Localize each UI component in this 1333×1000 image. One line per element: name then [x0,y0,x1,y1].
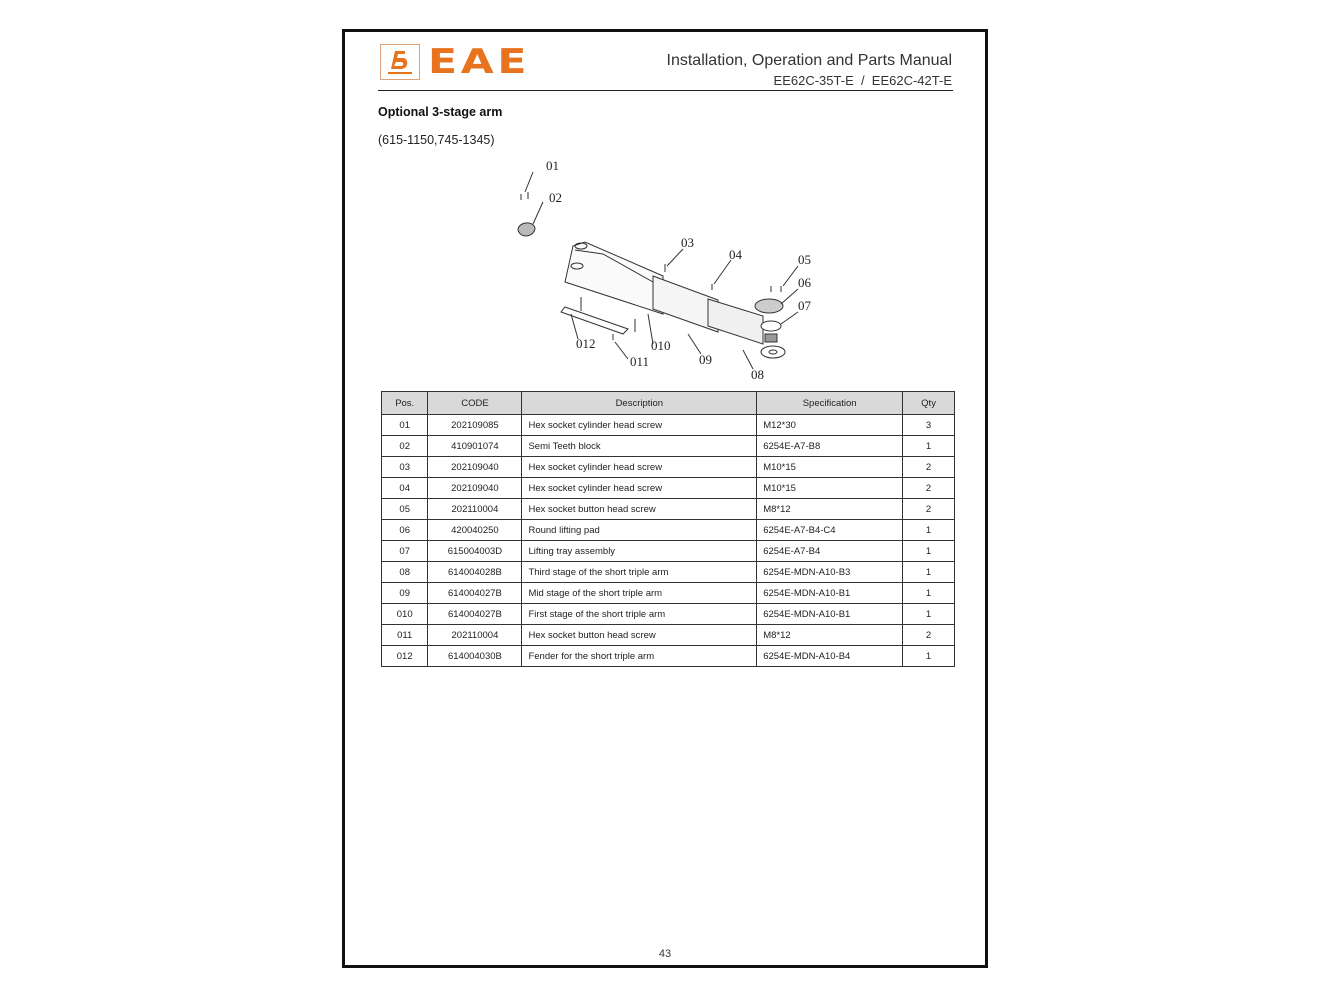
callout-06: 06 [798,275,811,290]
callout-010: 010 [651,338,671,353]
cell-pos: 011 [382,625,428,646]
section-subtitle: (615-1150,745-1345) [378,133,495,147]
cell-specification: 6254E-MDN-A10-B1 [757,583,903,604]
cell-specification: M10*15 [757,457,903,478]
table-row [382,520,955,541]
cell-specification: 6254E-A7-B8 [757,436,903,457]
model-numbers: EE62C-35T-E / EE62C-42T-E [773,73,952,88]
cell-code: 202109040 [428,457,522,478]
manual-title: Installation, Operation and Parts Manual [666,52,952,69]
cell-description: Hex socket cylinder head screw [522,457,757,478]
cell-qty: 2 [903,478,955,499]
table-row [382,415,955,436]
table-row [382,478,955,499]
table-row [382,541,955,562]
cell-specification: M8*12 [757,499,903,520]
callout-01: 01 [546,158,559,173]
part-07-lifting-tray [761,321,781,331]
cell-description: Hex socket button head screw [522,499,757,520]
table-row [382,436,955,457]
cell-code: 410901074 [428,436,522,457]
part-06-lifting-pad [755,299,783,313]
cell-pos: 05 [382,499,428,520]
cell-qty: 2 [903,457,955,478]
cell-code: 614004030B [428,646,522,667]
page-number: 43 [658,948,672,960]
callout-011: 011 [630,354,650,369]
cell-specification: 6254E-A7-B4 [757,541,903,562]
callout-02: 02 [549,190,562,205]
cell-code: 202109085 [428,415,522,436]
manual-page [342,29,988,968]
callout-04: 04 [729,247,742,262]
cell-description: Third stage of the short triple arm [522,562,757,583]
callout-08: 08 [751,367,764,382]
table-row [382,499,955,520]
header-specification: Specification [757,392,903,415]
cell-qty: 1 [903,436,955,457]
header-code: CODE [428,392,522,415]
cell-code: 615004003D [428,541,522,562]
header-qty: Qty [903,392,955,415]
cell-description: First stage of the short triple arm [522,604,757,625]
table-row [382,646,955,667]
cell-qty: 3 [903,415,955,436]
cell-description: Hex socket cylinder head screw [522,478,757,499]
header-pos: Pos. [382,392,428,415]
callout-05: 05 [798,252,811,267]
exploded-arm-diagram [503,154,833,384]
table-header-row [382,392,955,415]
part-012-fender [561,307,628,334]
cell-qty: 1 [903,541,955,562]
callout-09: 09 [699,352,712,367]
part-02-teeth-block [518,223,535,236]
cell-pos: 03 [382,457,428,478]
cell-description: Lifting tray assembly [522,541,757,562]
cell-specification: M10*15 [757,478,903,499]
cell-code: 614004027B [428,583,522,604]
cell-pos: 012 [382,646,428,667]
cell-description: Mid stage of the short triple arm [522,583,757,604]
cell-specification: M8*12 [757,625,903,646]
callout-012: 012 [576,336,596,351]
table-row [382,583,955,604]
cell-code: 202109040 [428,478,522,499]
cell-pos: 07 [382,541,428,562]
parts-table [381,391,955,667]
cell-specification: 6254E-MDN-A10-B4 [757,646,903,667]
cell-description: Round lifting pad [522,520,757,541]
cell-code: 614004027B [428,604,522,625]
cell-qty: 1 [903,646,955,667]
cell-description: Hex socket cylinder head screw [522,415,757,436]
cell-description: Fender for the short triple arm [522,646,757,667]
cell-pos: 01 [382,415,428,436]
cell-pos: 06 [382,520,428,541]
cell-pos: 02 [382,436,428,457]
cell-specification: 6254E-MDN-A10-B1 [757,604,903,625]
callout-03: 03 [681,235,694,250]
cell-description: Semi Teeth block [522,436,757,457]
table-row [382,457,955,478]
cell-qty: 2 [903,625,955,646]
part-01-screws [521,192,528,200]
cell-qty: 1 [903,583,955,604]
cell-qty: 1 [903,520,955,541]
table-row [382,562,955,583]
table-row [382,604,955,625]
table-row [382,625,955,646]
cell-code: 420040250 [428,520,522,541]
cell-pos: 010 [382,604,428,625]
header-divider [378,90,953,91]
cell-description: Hex socket button head screw [522,625,757,646]
header-description: Description [522,392,757,415]
cell-specification: 6254E-A7-B4-C4 [757,520,903,541]
cell-pos: 08 [382,562,428,583]
logo-mark-icon [380,44,420,80]
cell-qty: 1 [903,562,955,583]
cell-code: 202110004 [428,625,522,646]
callout-07: 07 [798,298,811,313]
section-title: Optional 3-stage arm [378,105,503,119]
brand-logo [380,42,531,82]
brand-name: EAE [428,42,531,82]
cell-code: 614004028B [428,562,522,583]
cell-qty: 2 [903,499,955,520]
cell-specification: 6254E-MDN-A10-B3 [757,562,903,583]
cell-qty: 1 [903,604,955,625]
cell-pos: 04 [382,478,428,499]
cell-pos: 09 [382,583,428,604]
cell-specification: M12*30 [757,415,903,436]
part-010-first-stage [565,242,663,314]
cell-code: 202110004 [428,499,522,520]
